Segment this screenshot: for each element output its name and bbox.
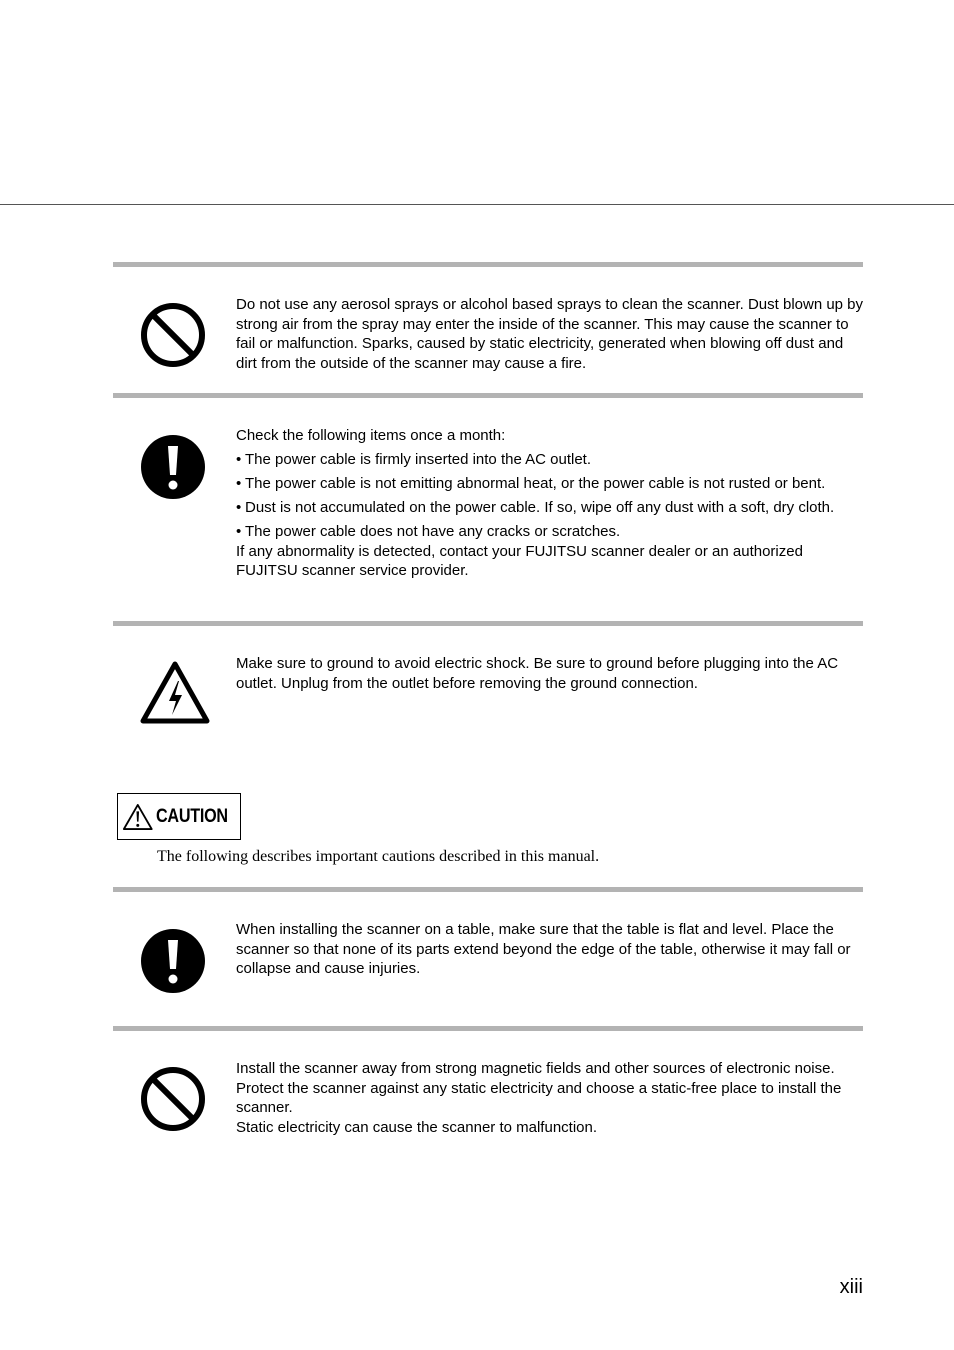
page-number: xiii bbox=[839, 1276, 863, 1298]
section-divider bbox=[113, 887, 863, 892]
warning-text-aerosol bbox=[236, 295, 866, 373]
caution-paragraph: When installing the scanner on a table, make sure that the table is flat and level. Place the scanner so that none of its parts extend beyond the edge of the table, otherwise it may fall or collapse and cause injuries. bbox=[236, 921, 851, 977]
electric-shock-warning-icon bbox=[139, 659, 211, 725]
check-intro: Check the following items once a month: bbox=[236, 427, 506, 444]
warning-paragraph: Make sure to ground to avoid electric shock. Be sure to ground before plugging into the AC outlet. Unplug from the outlet before removing the ground connection. bbox=[236, 655, 839, 692]
section-divider bbox=[113, 262, 863, 267]
caution-label-box bbox=[117, 793, 241, 840]
check-list bbox=[236, 450, 866, 542]
list-item: • Dust is not accumulated on the power cable. If so, wipe off any dust with a soft, dry cloth. bbox=[236, 498, 866, 518]
caution-paragraph: Install the scanner away from strong magnetic fields and other sources of electronic noise. Protect the scanner against any static electricity and choose a static-free place to install the scanner. bbox=[236, 1060, 842, 1116]
caution-label: CAUTION bbox=[155, 805, 228, 827]
caution-triangle-icon bbox=[122, 802, 154, 832]
caution-text-magnetic bbox=[236, 1059, 866, 1137]
check-outro: If any abnormality is detected, contact your FUJITSU scanner dealer or an authorized FUJITSU scanner service provider. bbox=[236, 542, 803, 579]
list-item: • The power cable is not emitting abnormal heat, or the power cable is not rusted or bent. bbox=[236, 474, 866, 494]
caution-text-table bbox=[236, 920, 866, 979]
caution-paragraph: Static electricity can cause the scanner to malfunction. bbox=[236, 1118, 598, 1136]
section-divider bbox=[113, 621, 863, 626]
section-divider bbox=[113, 393, 863, 398]
list-item: • The power cable is firmly inserted into the AC outlet. bbox=[236, 450, 866, 470]
section-divider bbox=[113, 1026, 863, 1031]
warning-text-ground bbox=[236, 654, 866, 693]
warning-text-power-cable-check bbox=[236, 426, 866, 581]
list-item: • The power cable does not have any cracks or scratches. bbox=[236, 522, 866, 542]
prohibition-icon bbox=[140, 1066, 206, 1132]
prohibition-icon bbox=[140, 302, 206, 368]
warning-paragraph: Do not use any aerosol sprays or alcohol based sprays to clean the scanner. Dust blown up by strong air from the spray may enter the inside of the scanner. This may cause the scanner to fail or malfunction. Sparks, caused by static electricity, generated when blowing off dust and dirt from the outside of the scanner may cause a fire. bbox=[236, 296, 864, 372]
mandatory-action-icon bbox=[140, 928, 206, 994]
caution-intro: The following describes important cautions described in this manual. bbox=[157, 848, 600, 865]
mandatory-action-icon bbox=[140, 434, 206, 500]
header-rule bbox=[0, 204, 954, 205]
